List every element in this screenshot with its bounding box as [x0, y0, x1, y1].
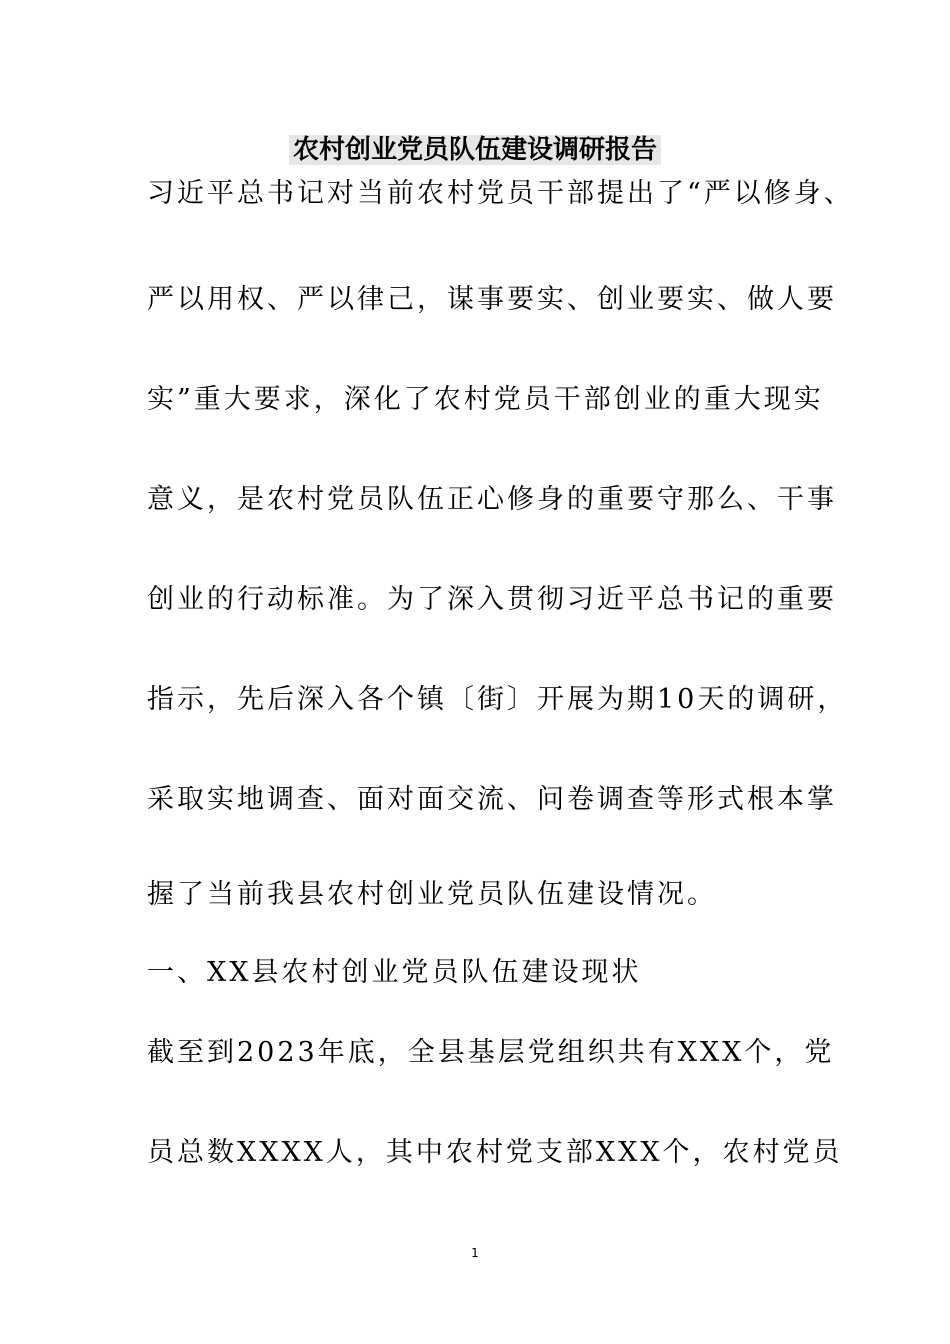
paragraph-line: 严以用权、严以律己，谋事要实、创业要实、做人要	[147, 284, 837, 315]
page-number: 1	[471, 1246, 479, 1260]
document-title-text: 农村创业党员队伍建设调研报告	[289, 135, 661, 165]
paragraph-line: 意义，是农村党员队伍正心修身的重要守那么、干事	[147, 484, 837, 515]
paragraph-line: 握了当前我县农村创业党员队伍建设情况。	[147, 879, 717, 910]
paragraph-line: 员总数XXXX人，其中农村党支部XXX个，农村党员	[147, 1137, 843, 1168]
paragraph-line: 习近平总书记对当前农村党员干部提出了“严以修身、	[147, 178, 854, 209]
paragraph-line: 截至到2023年底，全县基层党组织共有XXX个，党	[147, 1037, 835, 1068]
section-heading: 一、XX县农村创业党员队伍建设现状	[147, 957, 642, 988]
paragraph-line: 采取实地调查、面对面交流、问卷调查等形式根本掌	[147, 784, 837, 815]
paragraph-line: 创业的行动标准。为了深入贯彻习近平总书记的重要	[147, 584, 837, 615]
paragraph-line: 实”重大要求，深化了农村党员干部创业的重大现实	[147, 384, 824, 415]
paragraph-line: 指示，先后深入各个镇〔街〕开展为期10天的调研，	[147, 684, 848, 715]
document-title	[0, 130, 950, 170]
